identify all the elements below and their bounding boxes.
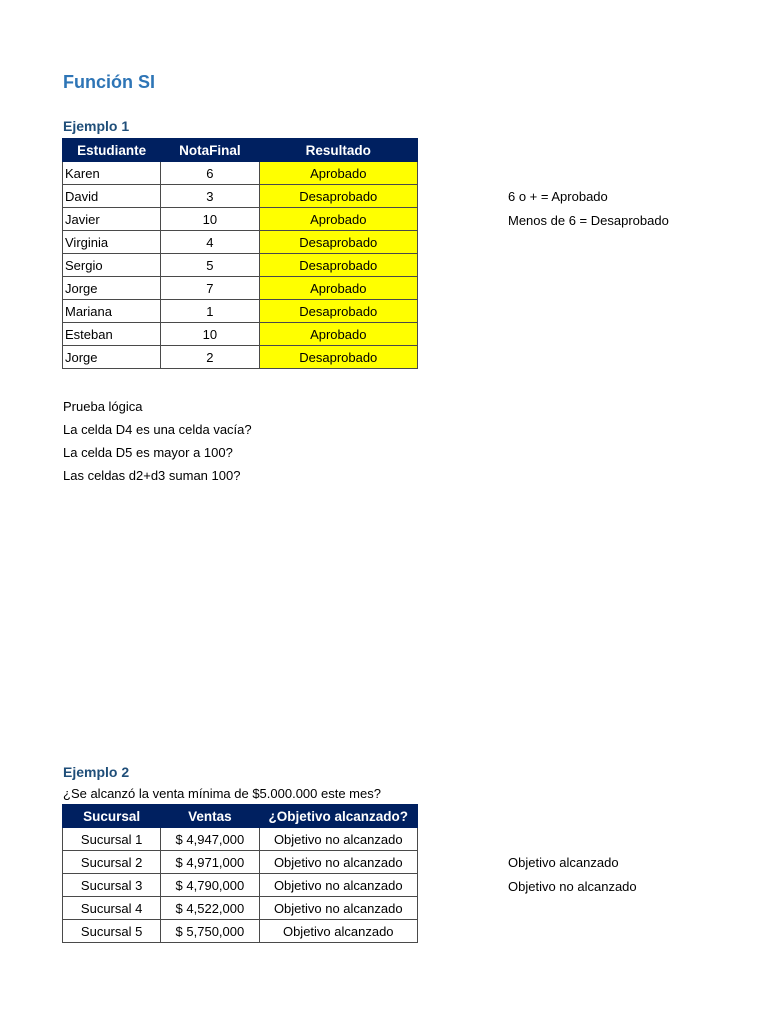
sales-cell[interactable]: $ 4,522,000: [161, 897, 259, 920]
table-row: [63, 920, 418, 943]
status-cell[interactable]: Objetivo no alcanzado: [259, 828, 417, 851]
branch-cell[interactable]: Sucursal 4: [63, 897, 161, 920]
table-row: [63, 300, 418, 323]
example1-header-row: [63, 139, 418, 162]
example2-heading: Ejemplo 2: [63, 764, 130, 780]
sales-cell[interactable]: $ 4,971,000: [161, 851, 259, 874]
sales-cell[interactable]: $ 4,947,000: [161, 828, 259, 851]
table-row: [63, 897, 418, 920]
table-row: [63, 254, 418, 277]
result-cell[interactable]: Desaprobado: [259, 300, 417, 323]
grade-cell[interactable]: 10: [161, 323, 259, 346]
table-row: [63, 277, 418, 300]
example2-table: [62, 804, 418, 943]
col-header-notafinal[interactable]: NotaFinal: [161, 139, 259, 162]
student-name-cell[interactable]: Sergio: [63, 254, 161, 277]
branch-cell[interactable]: Sucursal 1: [63, 828, 161, 851]
col-header-sucursal[interactable]: Sucursal: [63, 805, 161, 828]
logic-question-3: Las celdas d2+d3 suman 100?: [63, 468, 241, 483]
result-cell[interactable]: Desaprobado: [259, 346, 417, 369]
branch-cell[interactable]: Sucursal 3: [63, 874, 161, 897]
result-cell[interactable]: Aprobado: [259, 277, 417, 300]
result-cell[interactable]: Desaprobado: [259, 254, 417, 277]
table-row: [63, 874, 418, 897]
option-no-note: Objetivo no alcanzado: [508, 879, 637, 894]
status-cell[interactable]: Objetivo alcanzado: [259, 920, 417, 943]
sales-cell[interactable]: $ 4,790,000: [161, 874, 259, 897]
student-name-cell[interactable]: Virginia: [63, 231, 161, 254]
result-cell[interactable]: Desaprobado: [259, 231, 417, 254]
student-name-cell[interactable]: David: [63, 185, 161, 208]
student-name-cell[interactable]: Karen: [63, 162, 161, 185]
col-header-resultado[interactable]: Resultado: [259, 139, 417, 162]
status-cell[interactable]: Objetivo no alcanzado: [259, 897, 417, 920]
student-name-cell[interactable]: Esteban: [63, 323, 161, 346]
option-yes-note: Objetivo alcanzado: [508, 855, 619, 870]
example2-header-row: [63, 805, 418, 828]
col-header-ventas[interactable]: Ventas: [161, 805, 259, 828]
student-name-cell[interactable]: Jorge: [63, 277, 161, 300]
rule-fail-note: Menos de 6 = Desaprobado: [508, 213, 669, 228]
result-cell[interactable]: Aprobado: [259, 162, 417, 185]
grade-cell[interactable]: 2: [161, 346, 259, 369]
table-row: [63, 323, 418, 346]
logic-question-1: La celda D4 es una celda vacía?: [63, 422, 252, 437]
example1-heading: Ejemplo 1: [63, 118, 130, 134]
grade-cell[interactable]: 3: [161, 185, 259, 208]
logic-heading: Prueba lógica: [63, 399, 143, 414]
result-cell[interactable]: Aprobado: [259, 323, 417, 346]
table-row: [63, 185, 418, 208]
col-header-estudiante[interactable]: Estudiante: [63, 139, 161, 162]
grade-cell[interactable]: 1: [161, 300, 259, 323]
table-row: [63, 231, 418, 254]
student-name-cell[interactable]: Mariana: [63, 300, 161, 323]
example2-question: ¿Se alcanzó la venta mínima de $5.000.000 este mes?: [63, 786, 381, 801]
result-cell[interactable]: Aprobado: [259, 208, 417, 231]
grade-cell[interactable]: 4: [161, 231, 259, 254]
page-title: Función SI: [63, 72, 155, 92]
status-cell[interactable]: Objetivo no alcanzado: [259, 851, 417, 874]
student-name-cell[interactable]: Javier: [63, 208, 161, 231]
status-cell[interactable]: Objetivo no alcanzado: [259, 874, 417, 897]
table-row: [63, 162, 418, 185]
table-row: [63, 346, 418, 369]
result-cell[interactable]: Desaprobado: [259, 185, 417, 208]
logic-question-2: La celda D5 es mayor a 100?: [63, 445, 233, 460]
table-row: [63, 208, 418, 231]
branch-cell[interactable]: Sucursal 5: [63, 920, 161, 943]
sales-cell[interactable]: $ 5,750,000: [161, 920, 259, 943]
grade-cell[interactable]: 10: [161, 208, 259, 231]
grade-cell[interactable]: 6: [161, 162, 259, 185]
table-row: [63, 851, 418, 874]
table-row: [63, 828, 418, 851]
branch-cell[interactable]: Sucursal 2: [63, 851, 161, 874]
rule-pass-note: 6 o + = Aprobado: [508, 189, 608, 204]
col-header-objetivo[interactable]: ¿Objetivo alcanzado?: [259, 805, 417, 828]
example1-table: [62, 138, 418, 369]
student-name-cell[interactable]: Jorge: [63, 346, 161, 369]
grade-cell[interactable]: 7: [161, 277, 259, 300]
grade-cell[interactable]: 5: [161, 254, 259, 277]
